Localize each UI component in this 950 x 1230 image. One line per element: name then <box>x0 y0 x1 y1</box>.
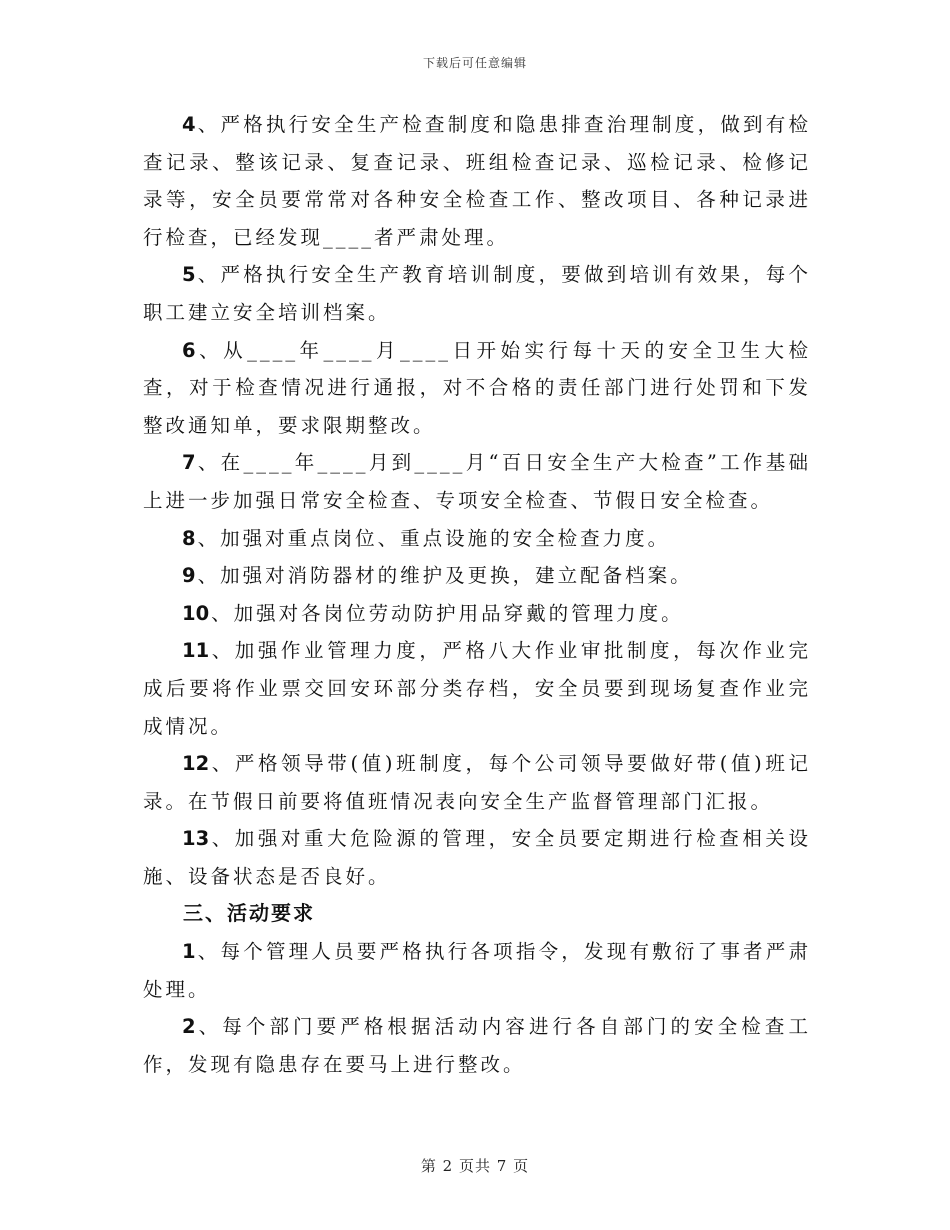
document-body <box>143 106 811 1083</box>
paragraph-item-8 <box>143 520 811 558</box>
item-text: 、加强对重点岗位、重点设施的安全检查力度。 <box>197 526 671 550</box>
paragraph-item-11 <box>143 632 811 745</box>
item-text: 、严格执行安全生产检查制度和隐患排查治理制度，做到有检查记录、整该记录、复查记录、班组检查记录、巡检记录、检修记录等，安全员要常常对各种安全检查工作、整改项目、各种记录进行检查，已经发现____者严肃处理。 <box>143 113 811 249</box>
item-text: 、每个管理人员要严格执行各项指令，发现有敷衍了事者严肃处理。 <box>143 940 811 1001</box>
item-number: 4 <box>182 113 196 136</box>
item-text: 、在____年____月到____月“百日安全生产大检查”工作基础上进一步加强日常安全检查、专项安全检查、节假日安全检查。 <box>143 451 811 512</box>
paragraph-item-6 <box>143 332 811 445</box>
item-text: 、严格领导带(值)班制度，每个公司领导要做好带(值)班记录。在节假日前要将值班情况表向安全生产监督管理部门汇报。 <box>143 752 811 813</box>
item-number: 7 <box>182 451 196 475</box>
paragraph-item-4 <box>143 106 811 256</box>
paragraph-item-5 <box>143 256 811 331</box>
item-number: 2 <box>182 1015 196 1039</box>
paragraph-item-13 <box>143 820 811 895</box>
item-number: 8 <box>182 526 196 550</box>
item-number: 11 <box>182 639 210 663</box>
section-title: 三、活动要求 <box>183 901 315 926</box>
paragraph-item-9 <box>143 557 811 595</box>
item-text: 、每个部门要严格根据活动内容进行各自部门的安全检查工作，发现有隐患存在要马上进行整改。 <box>143 1015 811 1076</box>
page-footer: 第 2 页共 7 页 <box>420 1157 530 1175</box>
item-number: 13 <box>182 827 210 851</box>
item-text: 、加强对消防器材的维护及更换，建立配备档案。 <box>197 564 693 588</box>
paragraph-item-12 <box>143 745 811 820</box>
item-text: 、严格执行安全生产教育培训制度，要做到培训有效果，每个职工建立安全培训档案。 <box>143 263 811 324</box>
item-text: 、加强对重大危险源的管理，安全员要定期进行检查相关设施、设备状态是否良好。 <box>143 827 811 888</box>
item-text: 、从____年____月____日开始实行每十天的安全卫生大检查，对于检查情况进行通报，对不合格的责任部门进行处罚和下发整改通知单，要求限期整改。 <box>143 338 811 437</box>
requirement-item-1 <box>143 933 811 1008</box>
item-number: 9 <box>182 564 196 588</box>
item-text: 、加强作业管理力度，严格八大作业审批制度，每次作业完成后要将作业票交回安环部分类存档，安全员要到现场复查作业完成情况。 <box>143 639 811 738</box>
paragraph-item-7 <box>143 444 811 519</box>
item-number: 6 <box>182 338 196 362</box>
item-number: 5 <box>182 263 196 287</box>
item-text: 、加强对各岗位劳动防护用品穿戴的管理力度。 <box>211 601 684 625</box>
item-number: 12 <box>182 752 210 776</box>
page-header: 下载后可任意编辑 <box>422 56 527 70</box>
requirement-item-2 <box>143 1008 811 1083</box>
item-number: 1 <box>182 940 196 964</box>
paragraph-item-10 <box>143 595 811 633</box>
item-number: 10 <box>182 601 210 625</box>
